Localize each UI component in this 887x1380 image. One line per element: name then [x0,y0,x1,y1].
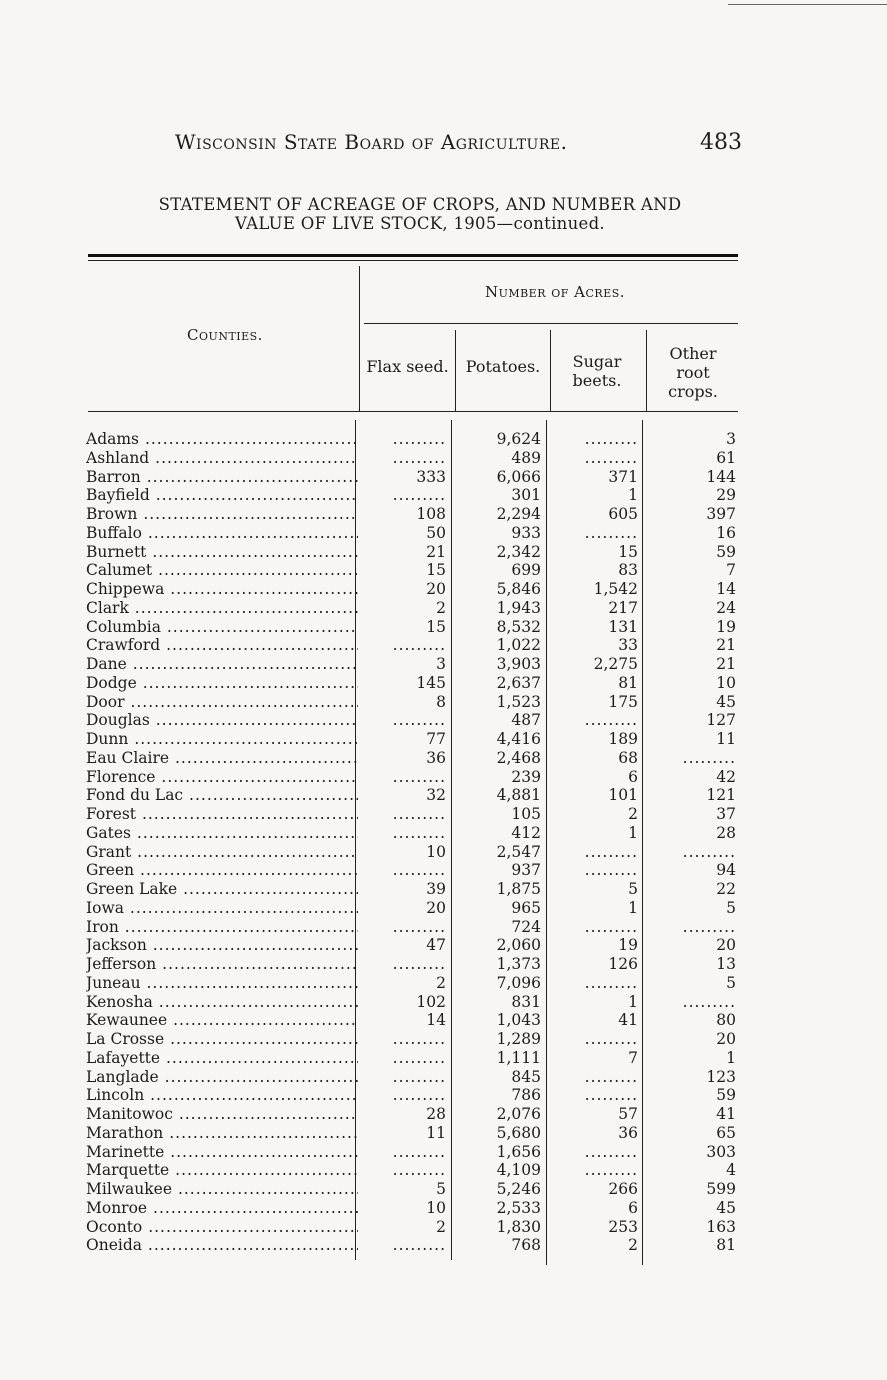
county-name: Monroe ..... [86,1199,358,1218]
flax-seed-value: ......... [392,955,446,973]
other-root-crops-value: ......... [682,842,736,861]
flax-seed-value: 32 [426,786,446,805]
county-name: Manitowoc ..... [86,1105,358,1124]
other-root-crops-value: 81 [716,1236,736,1255]
table-row [76,1049,776,1068]
county-name: Forest ..... [86,805,358,824]
flax-seed-value: 108 [416,505,446,523]
county-name: Crawford ..... [86,636,358,655]
sugar-beets-value: 83 [618,561,638,580]
other-root-crops-value: 41 [716,1105,736,1123]
table-row [76,936,776,955]
header-divider-4 [646,330,647,411]
county-name: Gates ..... [86,824,358,843]
sugar-beets-value: 7 [628,1048,638,1067]
flax-seed-value: ......... [392,1067,446,1086]
potatoes-value: 6,066 [496,467,541,486]
potatoes-value: 1,289 [496,1030,541,1048]
flax-seed-value: 2 [436,598,446,617]
potatoes-value: 412 [511,823,541,842]
potatoes-value: 5,846 [496,580,541,598]
sugar-beets-value: 15 [618,542,638,561]
other-root-crops-value: 4 [726,1161,736,1180]
other-root-crops-value: 22 [716,880,736,898]
sugar-beets-value: ......... [584,523,638,542]
potatoes-value: 2,547 [496,842,541,861]
county-name: Kewaunee ..... [86,1011,358,1030]
potatoes-value: 7,096 [496,973,541,992]
sugar-beets-value: 605 [608,505,638,523]
sugar-beets-value: 126 [608,955,638,973]
flax-seed-value: 15 [426,617,446,636]
other-root-crops-value: 303 [706,1142,736,1161]
other-root-crops-value: 16 [716,523,736,542]
counties-header: Counties. [187,326,263,344]
table-row [76,561,776,580]
potatoes-value: 3,903 [496,655,541,673]
flax-seed-value: ......... [392,1236,446,1255]
county-name: Dunn ..... [86,730,358,749]
flax-seed-value: 333 [416,467,446,486]
county-name: Green Lake ..... [86,880,358,899]
potatoes-value: 1,373 [496,955,541,973]
table-row [76,955,776,974]
potatoes-value: 845 [511,1067,541,1086]
flax-seed-value: 8 [436,692,446,711]
table-row [76,1218,776,1237]
county-name: Jackson ..... [86,936,358,955]
sugar-beets-value: 1 [628,823,638,842]
table-row [76,880,776,899]
county-name: Calumet ..... [86,561,358,580]
sugar-beets-value: 81 [618,673,638,692]
table-row [76,1161,776,1180]
other-root-crops-value: 45 [716,1198,736,1217]
table-row [76,974,776,993]
flax-seed-value: ......... [392,1142,446,1161]
flax-seed-value: ......... [392,917,446,936]
table-row [76,1011,776,1030]
other-root-crops-value: 59 [716,542,736,561]
table-row [76,711,776,730]
running-title: Wisconsin State Board of Agriculture. [175,130,568,154]
other-root-crops-value: 123 [706,1067,736,1086]
county-name: Door ..... [86,693,358,712]
table-row [76,505,776,524]
table-row [76,805,776,824]
table-row [76,618,776,637]
potatoes-header: Potatoes. [465,357,541,376]
flax-seed-value: 21 [426,542,446,561]
flax-seed-value: 102 [416,992,446,1011]
potatoes-value: 786 [511,1086,541,1105]
sugar-beets-value: ......... [584,861,638,880]
potatoes-value: 2,294 [496,505,541,523]
table-top-double-rule [88,254,738,257]
header-divider-1 [359,266,360,411]
table-row [76,636,776,655]
page-number: 483 [700,130,742,155]
other-root-crops-value: ......... [682,748,736,767]
other-root-crops-value: 61 [716,448,736,467]
county-name: Brown ..... [86,505,358,524]
table-row [76,599,776,618]
table-row [76,693,776,712]
sugar-beets-value: ......... [584,842,638,861]
flax-seed-header: Flax seed. [366,357,449,376]
county-name: Columbia ..... [86,618,358,637]
other-root-crops-value: 144 [706,467,736,486]
other-root-crops-value: 1 [726,1048,736,1067]
sugar-beets-value: ......... [584,973,638,992]
county-name: Green ..... [86,861,358,880]
county-name: Buffalo ..... [86,524,358,543]
flax-seed-value: 10 [426,1198,446,1217]
table-row [76,730,776,749]
county-name: Chippewa ..... [86,580,358,599]
potatoes-value: 4,416 [496,730,541,748]
sugar-beets-value: 68 [618,748,638,767]
other-root-crops-value: 20 [716,936,736,955]
table-row [76,1199,776,1218]
potatoes-value: 487 [511,711,541,730]
sugar-beets-value: 2,275 [593,655,638,673]
county-name: Adams ..... [86,430,358,449]
other-root-crops-value: 59 [716,1086,736,1105]
table-row [76,1143,776,1162]
sugar-beets-value: 1,542 [593,580,638,598]
flax-seed-value: ......... [392,636,446,655]
other-root-crops-value: 163 [706,1217,736,1236]
flax-seed-value: 20 [426,898,446,917]
flax-seed-value: ......... [392,805,446,823]
header-bottom-rule [88,411,738,412]
flax-seed-value: ......... [392,430,446,448]
table-row [76,918,776,937]
sugar-beets-value: 57 [618,1105,638,1123]
county-name: Marquette ..... [86,1161,358,1180]
other-root-crops-value: 3 [726,430,736,448]
flax-seed-value: ......... [392,767,446,786]
table-row [76,524,776,543]
sugar-beets-value: 175 [608,692,638,711]
sugar-beets-value: 1 [628,992,638,1011]
other-root-crops-value: 397 [706,505,736,523]
county-name: Kenosha ..... [86,993,358,1012]
county-name: Marathon ..... [86,1124,358,1143]
number-of-acres-header: Number of Acres. [484,283,626,301]
county-name: Douglas ..... [86,711,358,730]
potatoes-value: 105 [511,805,541,823]
table-row [76,1105,776,1124]
county-name: Fond du Lac ..... [86,786,358,805]
county-name: Ashland ..... [86,449,358,468]
county-name: Milwaukee ..... [86,1180,358,1199]
potatoes-value: 1,523 [496,692,541,711]
sugar-beets-value: 217 [608,598,638,617]
potatoes-value: 4,109 [496,1161,541,1180]
flax-seed-value: 2 [436,973,446,992]
potatoes-value: 9,624 [496,430,541,448]
sugar-beets-value: 266 [608,1180,638,1198]
other-root-crops-value: 5 [726,898,736,917]
potatoes-value: 699 [511,561,541,580]
header-divider-3 [550,330,551,411]
table-row [76,993,776,1012]
flax-seed-value: 28 [426,1105,446,1123]
other-root-crops-value: 94 [716,861,736,880]
flax-seed-value: 2 [436,1217,446,1236]
potatoes-value: 937 [511,861,541,880]
table-row [76,786,776,805]
table-row [76,899,776,918]
potatoes-value: 2,637 [496,673,541,692]
potatoes-value: 5,246 [496,1180,541,1198]
sugar-beets-value: 189 [608,730,638,748]
other-root-crops-value: 10 [716,673,736,692]
top-edge-rule [728,4,887,5]
potatoes-value: 1,043 [496,1011,541,1030]
table-row [76,468,776,487]
flax-seed-value: ......... [392,711,446,730]
potatoes-value: 2,060 [496,936,541,955]
flax-seed-value: 145 [416,673,446,692]
other-root-crops-value: 13 [716,955,736,973]
acres-group-rule [364,323,738,324]
potatoes-value: 1,830 [496,1217,541,1236]
county-name: Grant ..... [86,843,358,862]
table-row [76,580,776,599]
other-root-crops-value: 7 [726,561,736,580]
potatoes-value: 724 [511,917,541,936]
flax-seed-value: ......... [392,823,446,842]
statement-line-2: VALUE OF LIVE STOCK, 1905—continued. [235,214,605,233]
table-top-rule-2 [88,260,738,261]
potatoes-value: 2,468 [496,748,541,767]
potatoes-value: 1,656 [496,1142,541,1161]
potatoes-value: 2,342 [496,542,541,561]
table-row [76,449,776,468]
flax-seed-value: ......... [392,448,446,467]
table-row [76,430,776,449]
county-name: Florence ..... [86,768,358,787]
flax-seed-value: 11 [426,1123,446,1142]
county-name: La Crosse ..... [86,1030,358,1049]
other-root-crops-value: 80 [716,1011,736,1030]
county-name: Oconto ..... [86,1218,358,1237]
potatoes-value: 5,680 [496,1123,541,1142]
potatoes-value: 489 [511,448,541,467]
statement-line-1: STATEMENT OF ACREAGE OF CROPS, AND NUMBER AND [158,195,682,214]
potatoes-value: 239 [511,767,541,786]
potatoes-value: 2,533 [496,1198,541,1217]
table-row [76,1236,776,1255]
sugar-beets-value: 2 [628,1236,638,1255]
table-row [76,655,776,674]
county-name: Oneida ..... [86,1236,358,1255]
sugar-beets-value: 19 [618,936,638,955]
sugar-beets-value: 1 [628,486,638,505]
flax-seed-value: 50 [426,523,446,542]
other-root-crops-value: 37 [716,805,736,823]
other-root-crops-value: 65 [716,1123,736,1142]
flax-seed-value: 15 [426,561,446,580]
other-root-crops-value: ......... [682,917,736,936]
county-table-body [76,430,776,1255]
sugar-beets-value: 371 [608,467,638,486]
flax-seed-value: ......... [392,1161,446,1180]
county-name: Barron ..... [86,468,358,487]
potatoes-value: 301 [511,486,541,505]
potatoes-value: 965 [511,898,541,917]
other-root-crops-value: 20 [716,1030,736,1048]
county-name: Bayfield ..... [86,486,358,505]
sugar-beets-value: ......... [584,1086,638,1105]
flax-seed-value: ......... [392,861,446,880]
sugar-beets-value: 5 [628,880,638,898]
flax-seed-value: 20 [426,580,446,598]
other-root-crops-value: 42 [716,767,736,786]
county-name: Dodge ..... [86,674,358,693]
potatoes-value: 2,076 [496,1105,541,1123]
other-root-crops-value: 5 [726,973,736,992]
other-root-crops-value: 24 [716,598,736,617]
flax-seed-value: 5 [436,1180,446,1198]
flax-seed-value: ......... [392,1030,446,1048]
table-row [76,674,776,693]
flax-seed-value: 14 [426,1011,446,1030]
county-name: Dane ..... [86,655,358,674]
flax-seed-value: 36 [426,748,446,767]
county-name: Jefferson ..... [86,955,358,974]
table-row [76,543,776,562]
sugar-beets-value: ......... [584,430,638,448]
county-name: Eau Claire ..... [86,749,358,768]
flax-seed-value: 3 [436,655,446,673]
table-row [76,861,776,880]
flax-seed-value: ......... [392,1086,446,1105]
flax-seed-value: ......... [392,486,446,505]
county-name: Lafayette ..... [86,1049,358,1068]
potatoes-value: 8,532 [496,617,541,636]
county-name: Iron ..... [86,918,358,937]
sugar-beets-value: 131 [608,617,638,636]
sugar-beets-value: 6 [628,767,638,786]
sugar-beets-header: Sugar beets. [572,352,622,390]
flax-seed-value: ......... [392,1048,446,1067]
flax-seed-value: 47 [426,936,446,955]
county-name: Marinette ..... [86,1143,358,1162]
flax-seed-value: 77 [426,730,446,748]
statement-title [100,195,740,233]
sugar-beets-value: 101 [608,786,638,805]
sugar-beets-value: ......... [584,1142,638,1161]
flax-seed-value: 10 [426,842,446,861]
table-row [76,824,776,843]
table-row [76,1124,776,1143]
potatoes-value: 1,943 [496,598,541,617]
table-row [76,1180,776,1199]
sugar-beets-value: ......... [584,1030,638,1048]
sugar-beets-value: 36 [618,1123,638,1142]
sugar-beets-value: 2 [628,805,638,823]
other-root-crops-value: 19 [716,617,736,636]
county-name: Langlade ..... [86,1068,358,1087]
other-root-crops-value: 28 [716,823,736,842]
other-root-crops-value: 11 [716,730,736,748]
other-root-crops-value: 14 [716,580,736,598]
sugar-beets-value: 253 [608,1217,638,1236]
other-root-crops-value: 21 [716,655,736,673]
sugar-beets-value: 41 [618,1011,638,1030]
county-name: Clark ..... [86,599,358,618]
sugar-beets-value: ......... [584,711,638,730]
table-row [76,1068,776,1087]
other-root-crops-header: Other root crops. [668,344,718,401]
table-row [76,486,776,505]
sugar-beets-value: ......... [584,917,638,936]
sugar-beets-value: ......... [584,1161,638,1180]
other-root-crops-value: 121 [706,786,736,805]
sugar-beets-value: 6 [628,1198,638,1217]
other-root-crops-value: 599 [706,1180,736,1198]
county-name: Iowa ..... [86,899,358,918]
sugar-beets-value: 33 [618,636,638,655]
other-root-crops-value: 29 [716,486,736,505]
table-row [76,768,776,787]
potatoes-value: 1,875 [496,880,541,898]
other-root-crops-value: ......... [682,992,736,1011]
potatoes-value: 933 [511,523,541,542]
county-name: Juneau ..... [86,974,358,993]
table-row [76,1030,776,1049]
other-root-crops-value: 21 [716,636,736,655]
table-row [76,1086,776,1105]
county-name: Burnett ..... [86,543,358,562]
other-root-crops-value: 45 [716,692,736,711]
potatoes-value: 1,022 [496,636,541,655]
potatoes-value: 4,881 [496,786,541,805]
flax-seed-value: 39 [426,880,446,898]
potatoes-value: 768 [511,1236,541,1255]
table-row [76,749,776,768]
other-root-crops-value: 127 [706,711,736,730]
sugar-beets-value: ......... [584,1067,638,1086]
sugar-beets-value: 1 [628,898,638,917]
county-name: Lincoln ..... [86,1086,358,1105]
table-row [76,843,776,862]
sugar-beets-value: ......... [584,448,638,467]
potatoes-value: 831 [511,992,541,1011]
potatoes-value: 1,111 [496,1048,541,1067]
